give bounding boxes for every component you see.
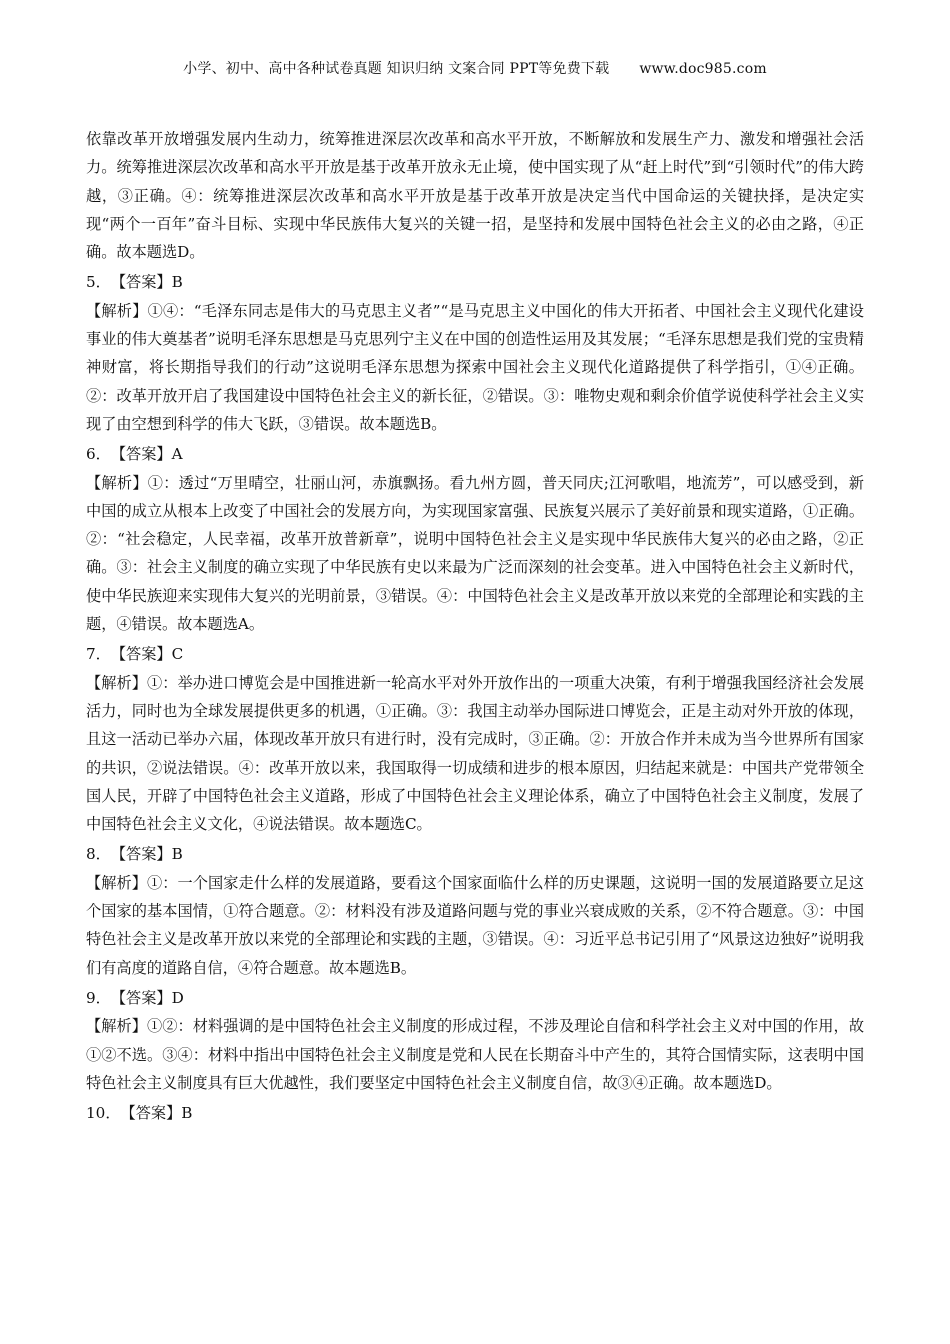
question-number: 5．	[86, 273, 111, 292]
question-number: 9．	[86, 988, 111, 1007]
answer-label: 【答案】D	[110, 988, 184, 1007]
question-8	[86, 840, 864, 981]
answer-label: 【答案】B	[110, 273, 183, 292]
intro-paragraph: 依靠改革开放增强发展内生动力，统筹推进深层次改革和高水平开放，不断解放和发展生产力、激发和增强社会活力。统筹推进深层次改革和高水平开放是基于改革开放永无止境，使中国实现了从“赶上时代”到“引领时代”的伟大跨越，③正确。④：统筹推进深层次改革和高水平开放是基于改革开放是决定当代中国命运的关键抉择，是决定实现“两个一百年”奋斗目标、实现中华民族伟大复兴的关键一招，是坚持和发展中国特色社会主义的必由之路，④正确。故本题选D。	[86, 130, 864, 262]
answer-label: 【答案】C	[110, 645, 184, 664]
question-number: 7．	[86, 645, 111, 664]
answer-label: 【答案】B	[120, 1104, 193, 1123]
analysis-paragraph: 【解析】①：一个国家走什么样的发展道路，要看这个国家面临什么样的历史课题，这说明一国的发展道路要立足这个国家的基本国情，①符合题意。②：材料没有涉及道路问题与党的事业兴衰成败的关系，②不符合题意。③：中国特色社会主义是改革开放以来党的全部理论和实践的主题，③错误。④：习近平总书记引用了“风景这边独好”说明我们有高度的道路自信，④符合题意。故本题选B。	[86, 873, 864, 977]
analysis-paragraph: 【解析】①：举办进口博览会是中国推进新一轮高水平对外开放作出的一项重大决策，有利于增强我国经济社会发展活力，同时也为全球发展提供更多的机遇，①正确。③：我国主动举办国际进口博览会，正是主动对外开放的体现，且这一活动已举办六届，体现改革开放只有进行时，没有完成时，③正确。②：开放合作并未成为当今世界所有国家的共识，②说法错误。④：改革开放以来，我国取得一切成绩和进步的根本原因，归结起来就是：中国共产党带领全国人民，开辟了中国特色社会主义道路，形成了中国特色社会主义理论体系，确立了中国特色社会主义制度，发展了中国特色社会主义文化，④说法错误。故本题选C。	[86, 673, 864, 834]
question-number: 8．	[86, 845, 111, 864]
answer-line	[86, 1099, 864, 1127]
answer-line	[86, 984, 864, 1012]
question-5	[86, 268, 864, 438]
analysis-paragraph: 【解析】①④：“毛泽东同志是伟大的马克思主义者”“是马克思主义中国化的伟大开拓者、中国社会主义现代化建设事业的伟大奠基者”说明毛泽东思想是马克思列宁主义在中国的创造性运用及其发展；“毛泽东思想是我们党的宝贵精神财富，将长期指导我们的行动”这说明毛泽东思想为探索中国社会主义现代化道路提供了科学指引，①④正确。②：改革开放开启了我国建设中国特色社会主义的新长征，②错误。③：唯物史观和剩余价值学说使科学社会主义实现了由空想到科学的伟大飞跃，③错误。故本题选B。	[86, 301, 864, 433]
page-header	[0, 58, 950, 78]
answer-line	[86, 640, 864, 668]
answer-analysis-body	[86, 125, 864, 1129]
analysis-paragraph: 【解析】①：透过“万里晴空，壮丽山河，赤旗飘扬。看九州方圆，普天同庆;江河歌唱，地流芳”，可以感受到，新中国的成立从根本上改变了中国社会的发展方向，为实现国家富强、民族复兴展示了美好前景和现实道路，①正确。②：“社会稳定，人民幸福，改革开放普新章”，说明中国特色社会主义是实现中华民族伟大复兴的必由之路，②正确。③：社会主义制度的确立实现了中华民族有史以来最为广泛而深刻的社会变革。进入中国特色社会主义新时代，使中华民族迎来实现伟大复兴的光明前景，③错误。④：中国特色社会主义是改革开放以来党的全部理论和实践的主题，④错误。故本题选A。	[86, 473, 864, 634]
question-6	[86, 440, 864, 638]
question-number: 10．	[86, 1104, 121, 1123]
header-promo-text: 小学、初中、高中各种试卷真题 知识归纳 文案合同 PPT等免费下载	[183, 61, 610, 77]
question-7	[86, 640, 864, 838]
answer-line	[86, 840, 864, 868]
answer-line	[86, 268, 864, 296]
analysis-paragraph: 【解析】①②：材料强调的是中国特色社会主义制度的形成过程，不涉及理论自信和科学社会主义对中国的作用，故①②不选。③④：材料中指出中国特色社会主义制度是党和人民在长期奋斗中产生的，其符合国情实际，这表明中国特色社会主义制度具有巨大优越性，我们要坚定中国特色社会主义制度自信，故③④正确。故本题选D。	[86, 1017, 864, 1092]
header-site-link[interactable]: www.doc985.com	[639, 61, 767, 77]
answer-line	[86, 440, 864, 468]
answer-label: 【答案】A	[110, 445, 183, 464]
question-number: 6．	[86, 445, 111, 464]
question-9	[86, 984, 864, 1097]
question-10	[86, 1099, 864, 1127]
answer-label: 【答案】B	[110, 845, 183, 864]
